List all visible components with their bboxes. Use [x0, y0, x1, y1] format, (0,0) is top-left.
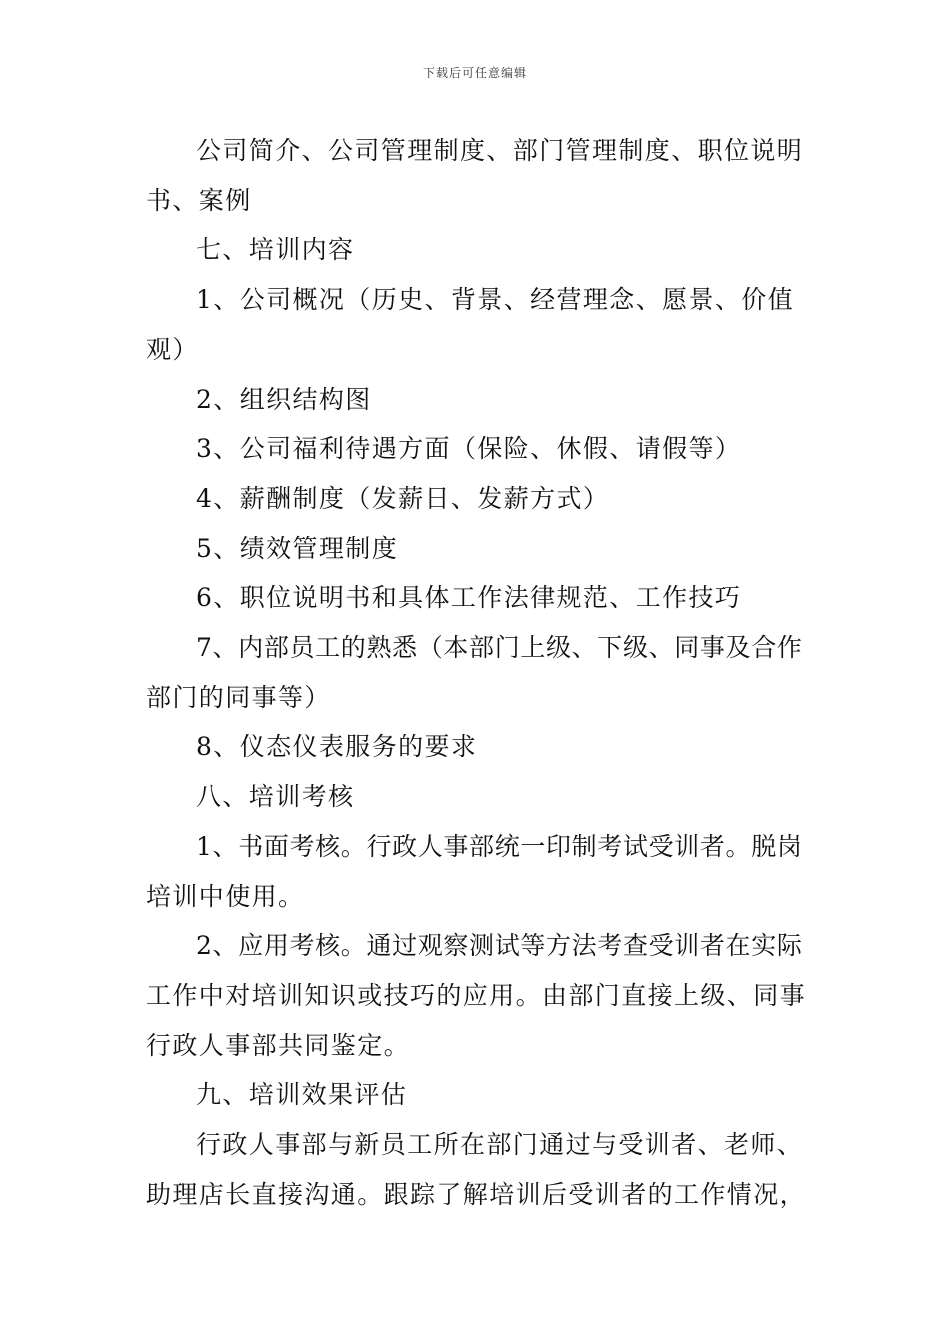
page-header: 下载后可任意编辑 [422, 66, 527, 80]
text-line: 书、案例 [146, 185, 252, 215]
text-line: 3、公司福利待遇方面（保险、休假、请假等） [196, 434, 742, 464]
text-line: 行政人事部与新员工所在部门通过与受训者、老师、 [196, 1130, 804, 1160]
section-heading: 八、培训考核 [196, 782, 355, 812]
text-line: 1、书面考核。行政人事部统一印制考试受训者。脱岗 [196, 831, 803, 861]
section-heading: 七、培训内容 [196, 235, 355, 265]
document-body [146, 126, 808, 1219]
text-line: 工作中对培训知识或技巧的应用。由部门直接上级、同事 [146, 980, 807, 1010]
text-line: 8、仪态仪表服务的要求 [196, 732, 478, 762]
text-line: 2、应用考核。通过观察测试等方法考查受训者在实际 [196, 931, 803, 961]
text-line: 助理店长直接沟通。跟踪了解培训后受训者的工作情况， [146, 1179, 807, 1209]
text-line: 2、组织结构图 [196, 384, 372, 414]
text-line: 6、职位说明书和具体工作法律规范、工作技巧 [196, 583, 742, 613]
text-line: 观） [146, 334, 199, 364]
text-line: 7、内部员工的熟悉（本部门上级、下级、同事及合作 [196, 633, 803, 663]
text-line: 行政人事部共同鉴定。 [146, 1030, 411, 1060]
text-line: 5、绩效管理制度 [196, 533, 399, 563]
text-line: 培训中使用。 [146, 881, 305, 911]
text-line: 公司简介、公司管理制度、部门管理制度、职位说明 [196, 136, 804, 165]
text-line: 1、公司概况（历史、背景、经营理念、愿景、价值 [196, 285, 795, 315]
section-heading: 九、培训效果评估 [196, 1080, 408, 1110]
text-line: 4、薪酬制度（发薪日、发薪方式） [196, 483, 610, 513]
text-line: 部门的同事等） [146, 682, 331, 712]
